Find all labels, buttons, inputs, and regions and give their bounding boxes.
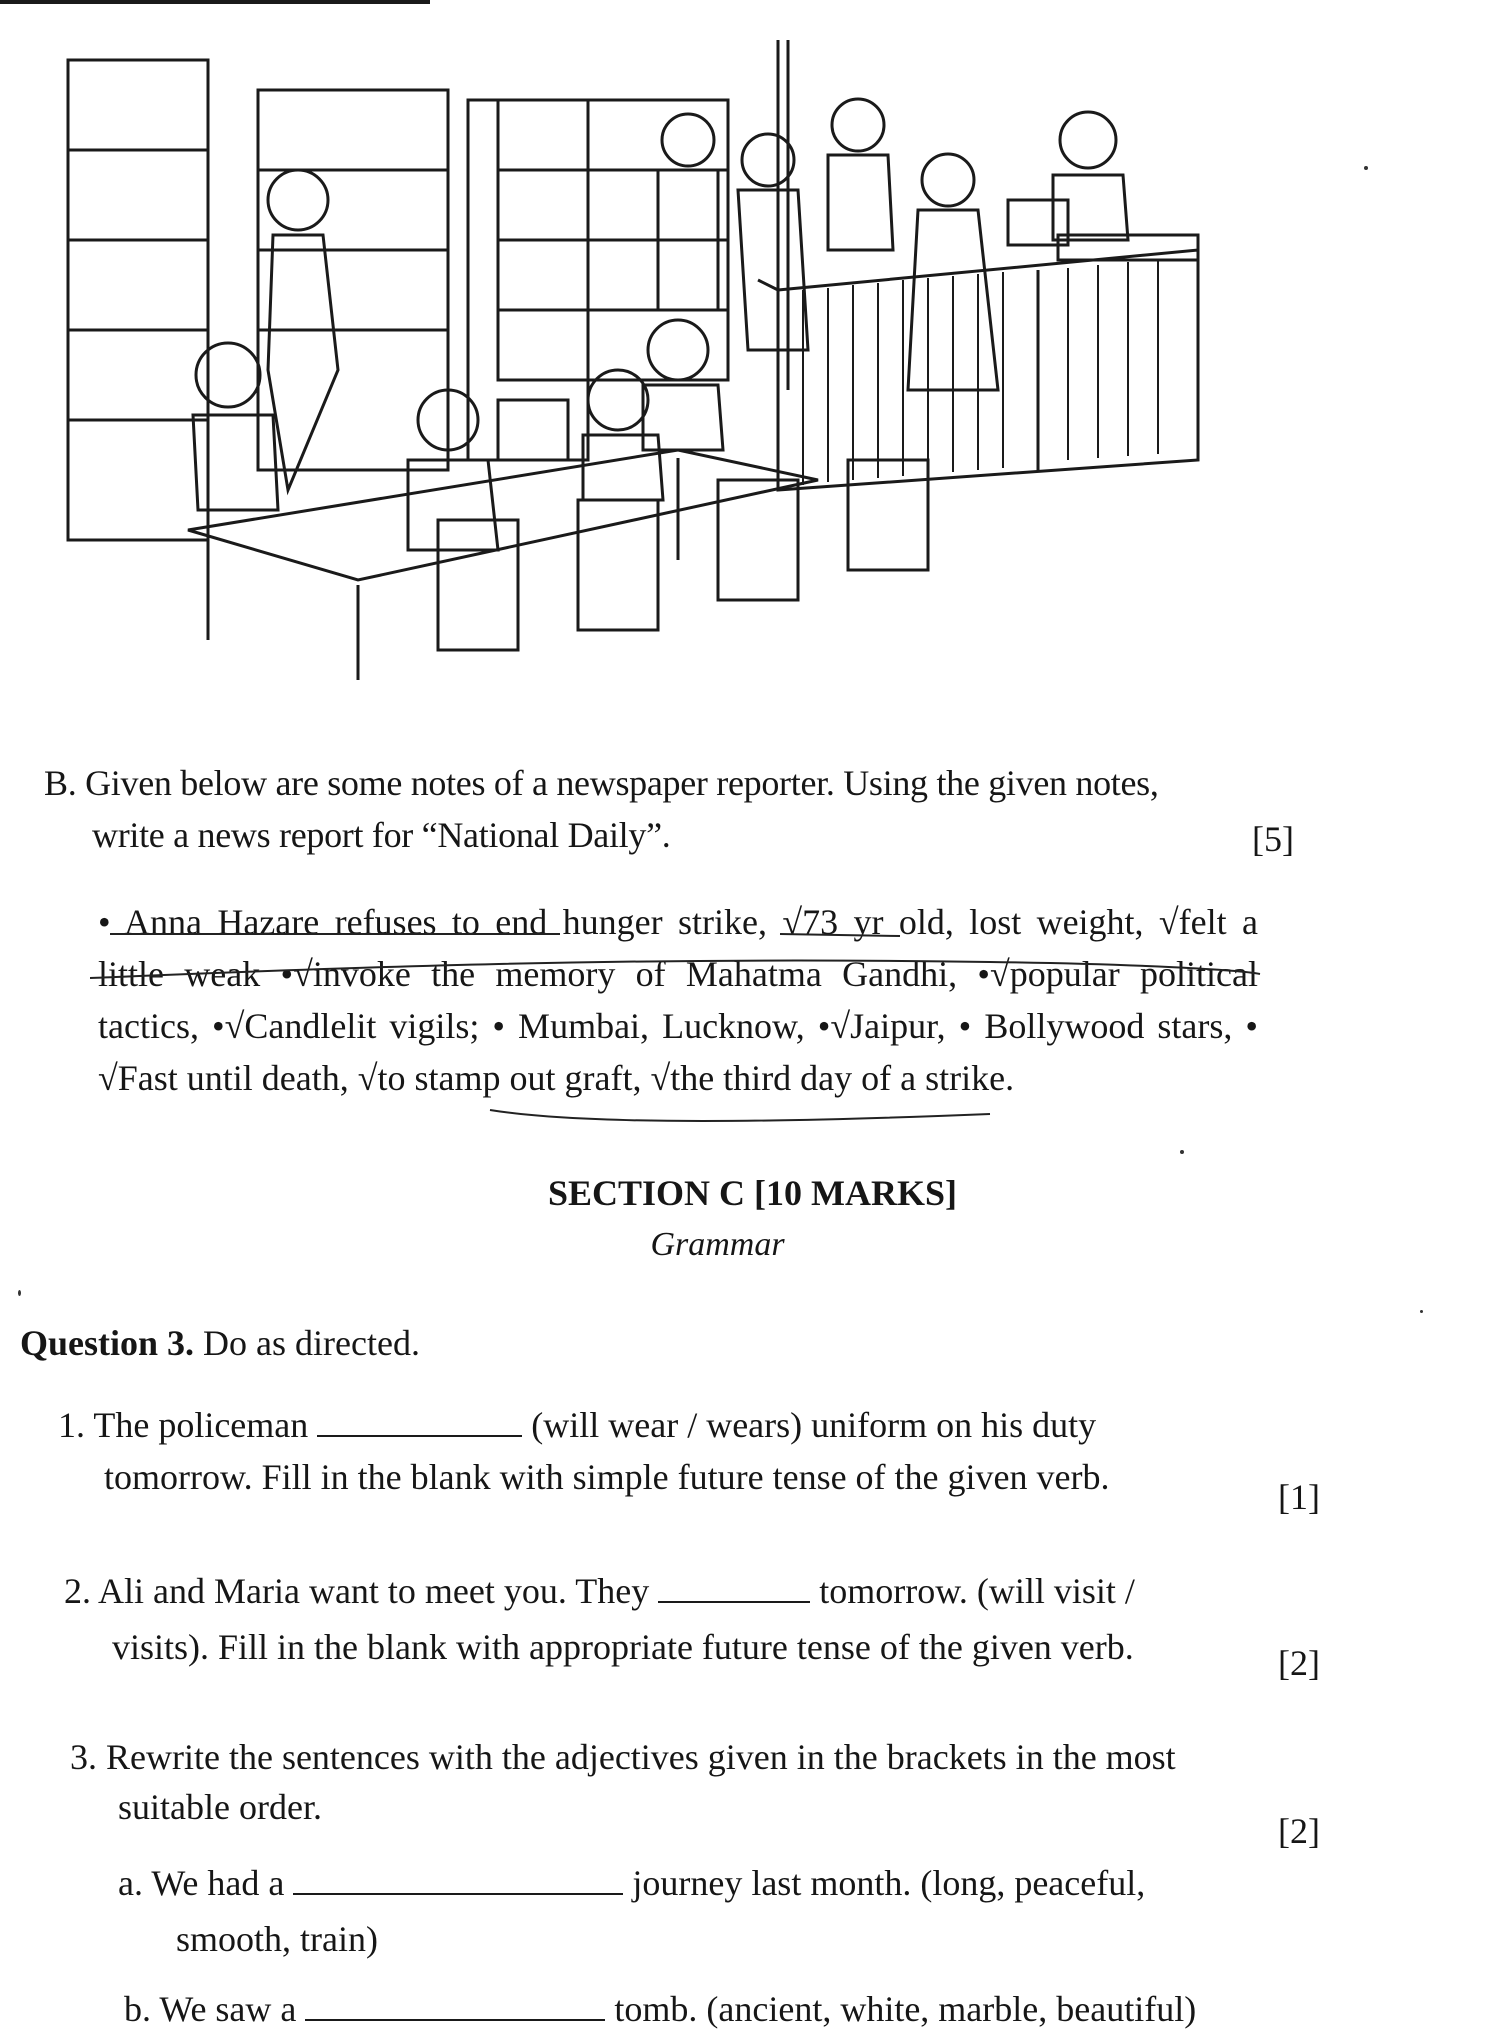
library-illustration xyxy=(58,40,1238,700)
q3-item-1-text-before: 1. The policeman xyxy=(58,1405,309,1445)
pen-underline-marks xyxy=(90,930,1270,1130)
reading-table xyxy=(188,450,818,680)
q3-item-3a-text-before: a. We had a xyxy=(118,1863,285,1903)
q3-item-1-marks: [1] xyxy=(1278,1477,1320,1517)
question-3-label: Question 3. xyxy=(20,1323,195,1363)
q3-item-2-marks: [2] xyxy=(1278,1643,1320,1683)
scan-speck xyxy=(1180,1150,1184,1154)
section-c-subtitle: Grammar xyxy=(650,1226,785,1263)
q3-item-3b-blank[interactable] xyxy=(305,1989,605,2021)
question-3-instruction: Do as directed. xyxy=(203,1323,420,1363)
q3-item-2-blank[interactable] xyxy=(658,1571,810,1603)
q3-item-3-line1: 3. Rewrite the sentences with the adjectives given in the brackets in the most xyxy=(70,1737,1176,1777)
q3-item-1-text-after: (will wear / wears) uniform on his duty xyxy=(531,1405,1097,1445)
q3-item-3b-text-after: tomb. (ancient, white, marble, beautiful) xyxy=(614,1989,1197,2029)
question-3-heading xyxy=(20,1322,420,1364)
q3-item-1-line1 xyxy=(58,1404,1096,1446)
people xyxy=(193,99,1128,550)
chairs xyxy=(438,400,928,650)
q3-item-3-marks: [2] xyxy=(1278,1811,1320,1851)
q3-item-1-blank[interactable] xyxy=(317,1405,522,1437)
question-b-line2: write a news report for “National Daily”. xyxy=(92,815,671,855)
notes-line-3: tactics, •√Candlelit vigils; • Mumbai, Lucknow, •√Jaipur, • Bollywood stars, • xyxy=(98,1006,1258,1046)
bookshelf-center xyxy=(468,100,728,460)
q3-item-2-text-before: 2. Ali and Maria want to meet you. They xyxy=(64,1571,650,1611)
scan-speck xyxy=(1420,1310,1423,1313)
question-b-marks: [5] xyxy=(1252,819,1294,859)
notes-line-1: • Anna Hazare refuses to end hunger strike, √73 yr old, lost weight, √felt a xyxy=(98,902,1258,942)
bookshelf-left xyxy=(68,60,208,540)
notes-line-4: √Fast until death, √to stamp out graft, √the third day of a strike. xyxy=(98,1058,1015,1098)
q3-item-2-text-after: tomorrow. (will visit / xyxy=(819,1571,1135,1611)
q3-item-3a-text-after: journey last month. (long, peaceful, xyxy=(632,1863,1146,1903)
top-rule xyxy=(0,0,430,4)
q3-item-1-line2: tomorrow. Fill in the blank with simple future tense of the given verb. xyxy=(104,1457,1110,1497)
q3-item-3a-line1 xyxy=(118,1862,1145,1904)
scan-speck xyxy=(1364,166,1368,170)
scan-speck xyxy=(18,1290,21,1296)
q3-item-2-line1 xyxy=(64,1570,1135,1612)
question-b-line1: B. Given below are some notes of a newspaper reporter. Using the given notes, xyxy=(44,763,1159,803)
q3-item-3a-line2: smooth, train) xyxy=(176,1919,378,1959)
q3-item-3b-text-before: b. We saw a xyxy=(124,1989,297,2029)
q3-item-3b-line1 xyxy=(124,1988,1196,2030)
notes-line-2: little weak •√invoke the memory of Mahatma Gandhi, •√popular political xyxy=(98,954,1258,994)
q3-item-3a-blank[interactable] xyxy=(293,1863,623,1895)
section-c-title: SECTION C [10 MARKS] xyxy=(547,1173,958,1213)
q3-item-2-line2: visits). Fill in the blank with appropriate future tense of the given verb. xyxy=(112,1627,1134,1667)
q3-item-3-line2: suitable order. xyxy=(118,1787,322,1827)
